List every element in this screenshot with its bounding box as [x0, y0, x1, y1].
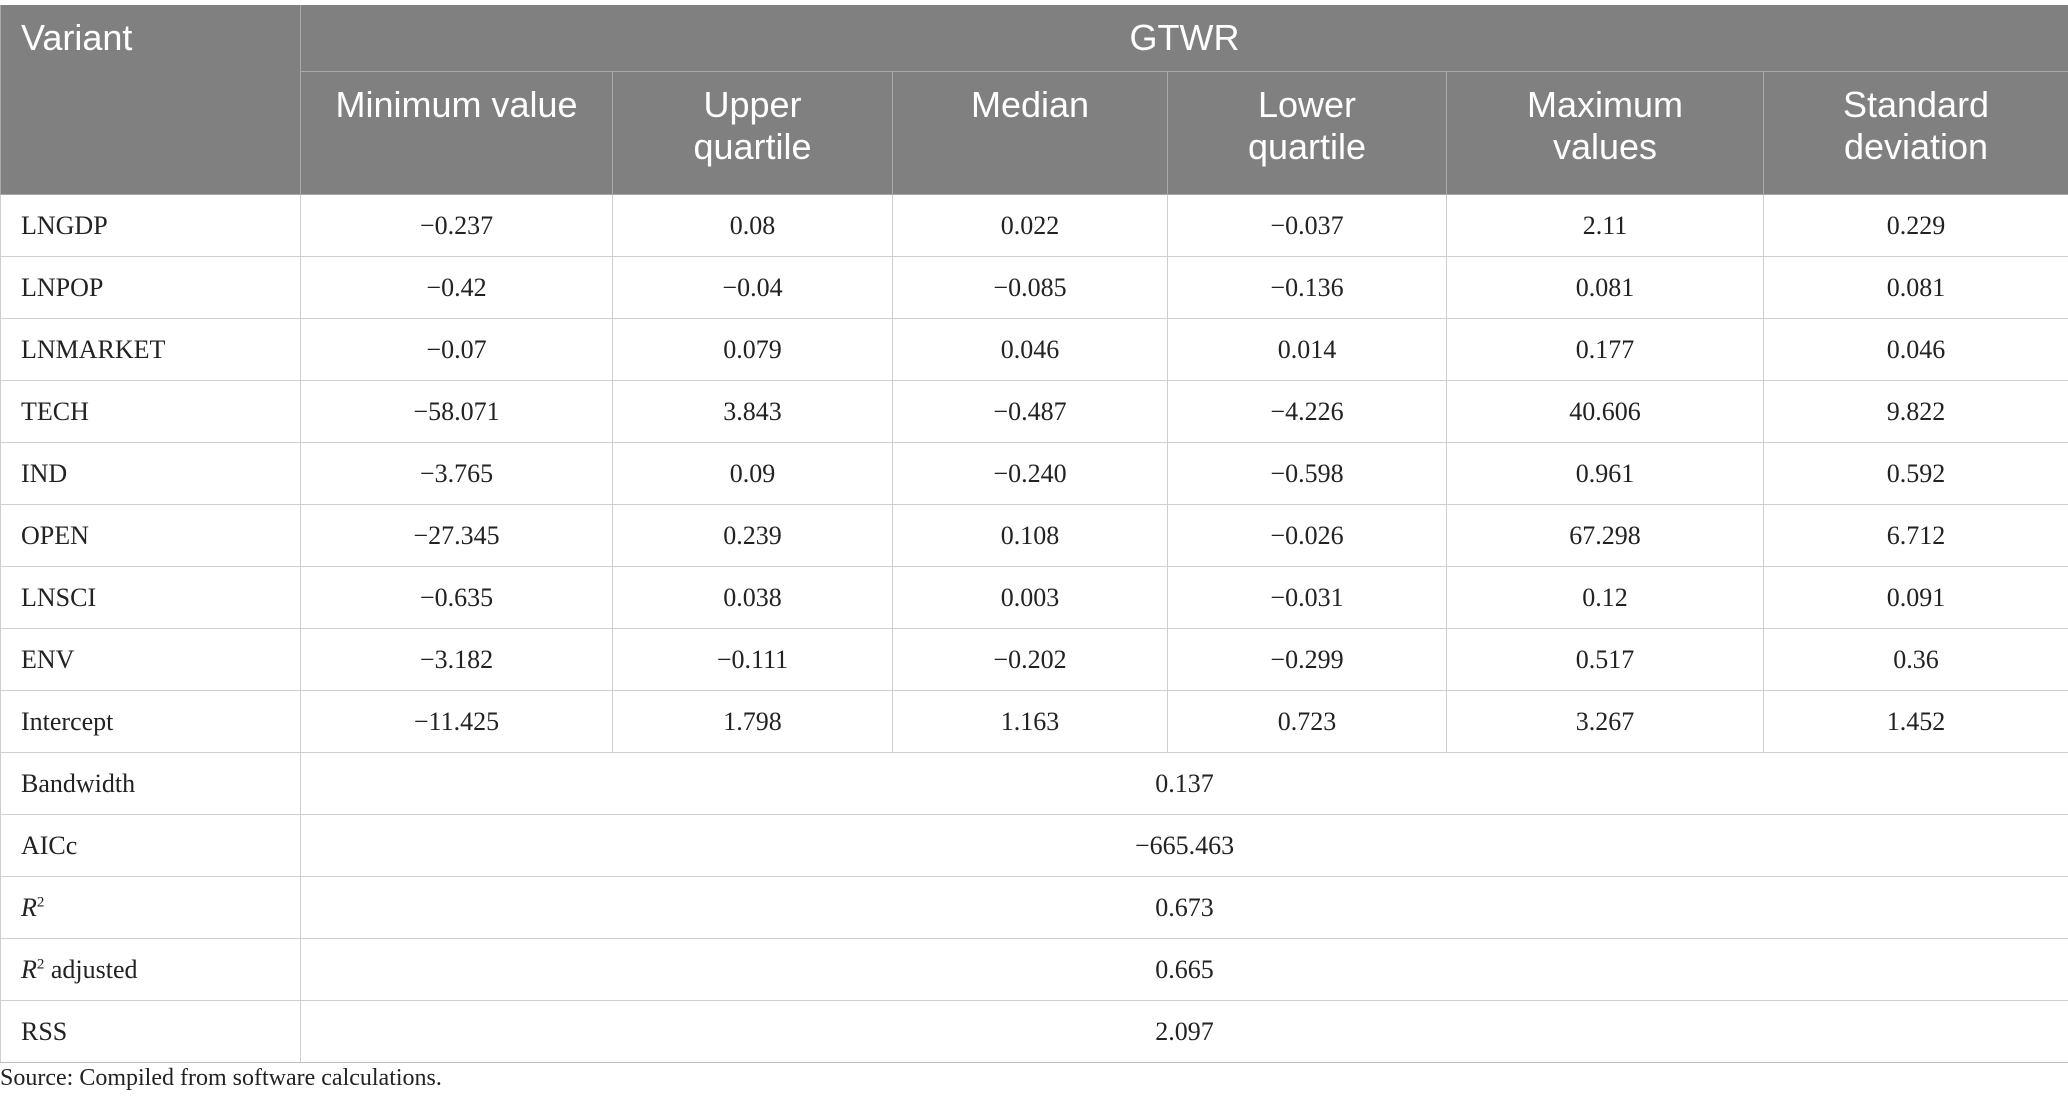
col-header-text: Median: [970, 84, 1090, 125]
superscript: 2: [36, 955, 45, 972]
col-header-lower-quartile: [1168, 72, 1447, 195]
row-label: LNGDP: [1, 195, 301, 257]
cell-lower-quartile: 0.723: [1168, 691, 1447, 753]
summary-row-r-squared: [1, 877, 2068, 939]
cell-lower-quartile: −0.598: [1168, 443, 1447, 505]
col-header-text: Maximum: [1526, 84, 1683, 125]
cell-upper-quartile: −0.04: [613, 257, 893, 319]
cell-upper-quartile: 3.843: [613, 381, 893, 443]
cell-standard-deviation: 9.822: [1764, 381, 2068, 443]
gtwr-results-table-container: [0, 5, 2068, 1063]
row-label: LNMARKET: [1, 319, 301, 381]
cell-lower-quartile: −0.037: [1168, 195, 1447, 257]
col-header-text: Minimum value: [335, 84, 578, 125]
r-symbol: R: [21, 892, 37, 922]
summary-value: 0.137: [301, 753, 2068, 815]
summary-label: RSS: [1, 1001, 301, 1063]
col-header-upper-quartile: [613, 72, 893, 195]
cell-upper-quartile: 1.798: [613, 691, 893, 753]
cell-minimum-value: −0.237: [301, 195, 613, 257]
r-symbol: R: [21, 954, 37, 984]
cell-median: 0.003: [893, 567, 1168, 629]
cell-median: −0.240: [893, 443, 1168, 505]
summary-value: 0.665: [301, 939, 2068, 1001]
cell-maximum-values: 3.267: [1447, 691, 1764, 753]
cell-lower-quartile: −0.136: [1168, 257, 1447, 319]
col-header-text: Standard: [1842, 84, 1990, 125]
row-label: LNPOP: [1, 257, 301, 319]
cell-median: 1.163: [893, 691, 1168, 753]
summary-label: [1, 877, 301, 939]
superscript: 2: [36, 893, 45, 910]
summary-value: 0.673: [301, 877, 2068, 939]
cell-standard-deviation: 6.712: [1764, 505, 2068, 567]
cell-lower-quartile: 0.014: [1168, 319, 1447, 381]
summary-value: 2.097: [301, 1001, 2068, 1063]
cell-lower-quartile: −4.226: [1168, 381, 1447, 443]
row-label: ENV: [1, 629, 301, 691]
cell-maximum-values: 0.177: [1447, 319, 1764, 381]
cell-median: −0.202: [893, 629, 1168, 691]
summary-row-bandwidth: [1, 753, 2068, 815]
cell-maximum-values: 67.298: [1447, 505, 1764, 567]
table-row: [1, 443, 2068, 505]
gtwr-results-table: [0, 5, 2068, 1063]
col-header-text: Upper: [703, 84, 802, 125]
table-row: [1, 629, 2068, 691]
col-header-text: Lower: [1257, 84, 1357, 125]
cell-minimum-value: −58.071: [301, 381, 613, 443]
summary-label: AICc: [1, 815, 301, 877]
cell-median: 0.108: [893, 505, 1168, 567]
table-row: [1, 567, 2068, 629]
cell-minimum-value: −0.42: [301, 257, 613, 319]
cell-standard-deviation: 0.36: [1764, 629, 2068, 691]
table-row: [1, 505, 2068, 567]
cell-minimum-value: −0.635: [301, 567, 613, 629]
summary-value: −665.463: [301, 815, 2068, 877]
cell-minimum-value: −0.07: [301, 319, 613, 381]
cell-minimum-value: −3.765: [301, 443, 613, 505]
cell-minimum-value: −27.345: [301, 505, 613, 567]
row-label: IND: [1, 443, 301, 505]
cell-upper-quartile: 0.038: [613, 567, 893, 629]
col-header-text: quartile: [693, 126, 812, 167]
cell-maximum-values: 0.081: [1447, 257, 1764, 319]
cell-maximum-values: 2.11: [1447, 195, 1764, 257]
cell-standard-deviation: 0.046: [1764, 319, 2068, 381]
row-label: Intercept: [1, 691, 301, 753]
source-note: Source: Compiled from software calculations.: [0, 1065, 442, 1091]
cell-maximum-values: 0.961: [1447, 443, 1764, 505]
col-header-maximum-values: [1447, 72, 1764, 195]
cell-minimum-value: −3.182: [301, 629, 613, 691]
gtwr-group-header: GTWR: [301, 5, 2068, 72]
cell-standard-deviation: 0.229: [1764, 195, 2068, 257]
cell-standard-deviation: 0.592: [1764, 443, 2068, 505]
summary-row-aicc: [1, 815, 2068, 877]
table-header: [1, 5, 2068, 195]
cell-median: −0.085: [893, 257, 1168, 319]
table-body: [1, 195, 2068, 1063]
cell-upper-quartile: 0.239: [613, 505, 893, 567]
label-suffix: adjusted: [44, 954, 138, 984]
cell-standard-deviation: 1.452: [1764, 691, 2068, 753]
col-header-text: values: [1552, 126, 1658, 167]
cell-lower-quartile: −0.299: [1168, 629, 1447, 691]
table-row: [1, 381, 2068, 443]
cell-median: 0.022: [893, 195, 1168, 257]
table-row: [1, 195, 2068, 257]
cell-maximum-values: 40.606: [1447, 381, 1764, 443]
cell-upper-quartile: 0.079: [613, 319, 893, 381]
col-header-standard-deviation: [1764, 72, 2068, 195]
cell-lower-quartile: −0.031: [1168, 567, 1447, 629]
col-header-text: deviation: [1843, 126, 1989, 167]
col-header-text: quartile: [1247, 126, 1367, 167]
variant-header: Variant: [1, 5, 301, 195]
cell-maximum-values: 0.517: [1447, 629, 1764, 691]
row-label: OPEN: [1, 505, 301, 567]
cell-upper-quartile: −0.111: [613, 629, 893, 691]
cell-median: 0.046: [893, 319, 1168, 381]
cell-lower-quartile: −0.026: [1168, 505, 1447, 567]
col-header-median: [893, 72, 1168, 195]
cell-median: −0.487: [893, 381, 1168, 443]
row-label: TECH: [1, 381, 301, 443]
table-row: [1, 691, 2068, 753]
cell-upper-quartile: 0.09: [613, 443, 893, 505]
row-label: LNSCI: [1, 567, 301, 629]
cell-standard-deviation: 0.091: [1764, 567, 2068, 629]
cell-maximum-values: 0.12: [1447, 567, 1764, 629]
table-row: [1, 257, 2068, 319]
cell-minimum-value: −11.425: [301, 691, 613, 753]
summary-row-r-squared-adjusted: [1, 939, 2068, 1001]
summary-label: [1, 939, 301, 1001]
summary-row-rss: [1, 1001, 2068, 1063]
cell-standard-deviation: 0.081: [1764, 257, 2068, 319]
table-row: [1, 319, 2068, 381]
summary-label: Bandwidth: [1, 753, 301, 815]
cell-upper-quartile: 0.08: [613, 195, 893, 257]
col-header-minimum-value: [301, 72, 613, 195]
